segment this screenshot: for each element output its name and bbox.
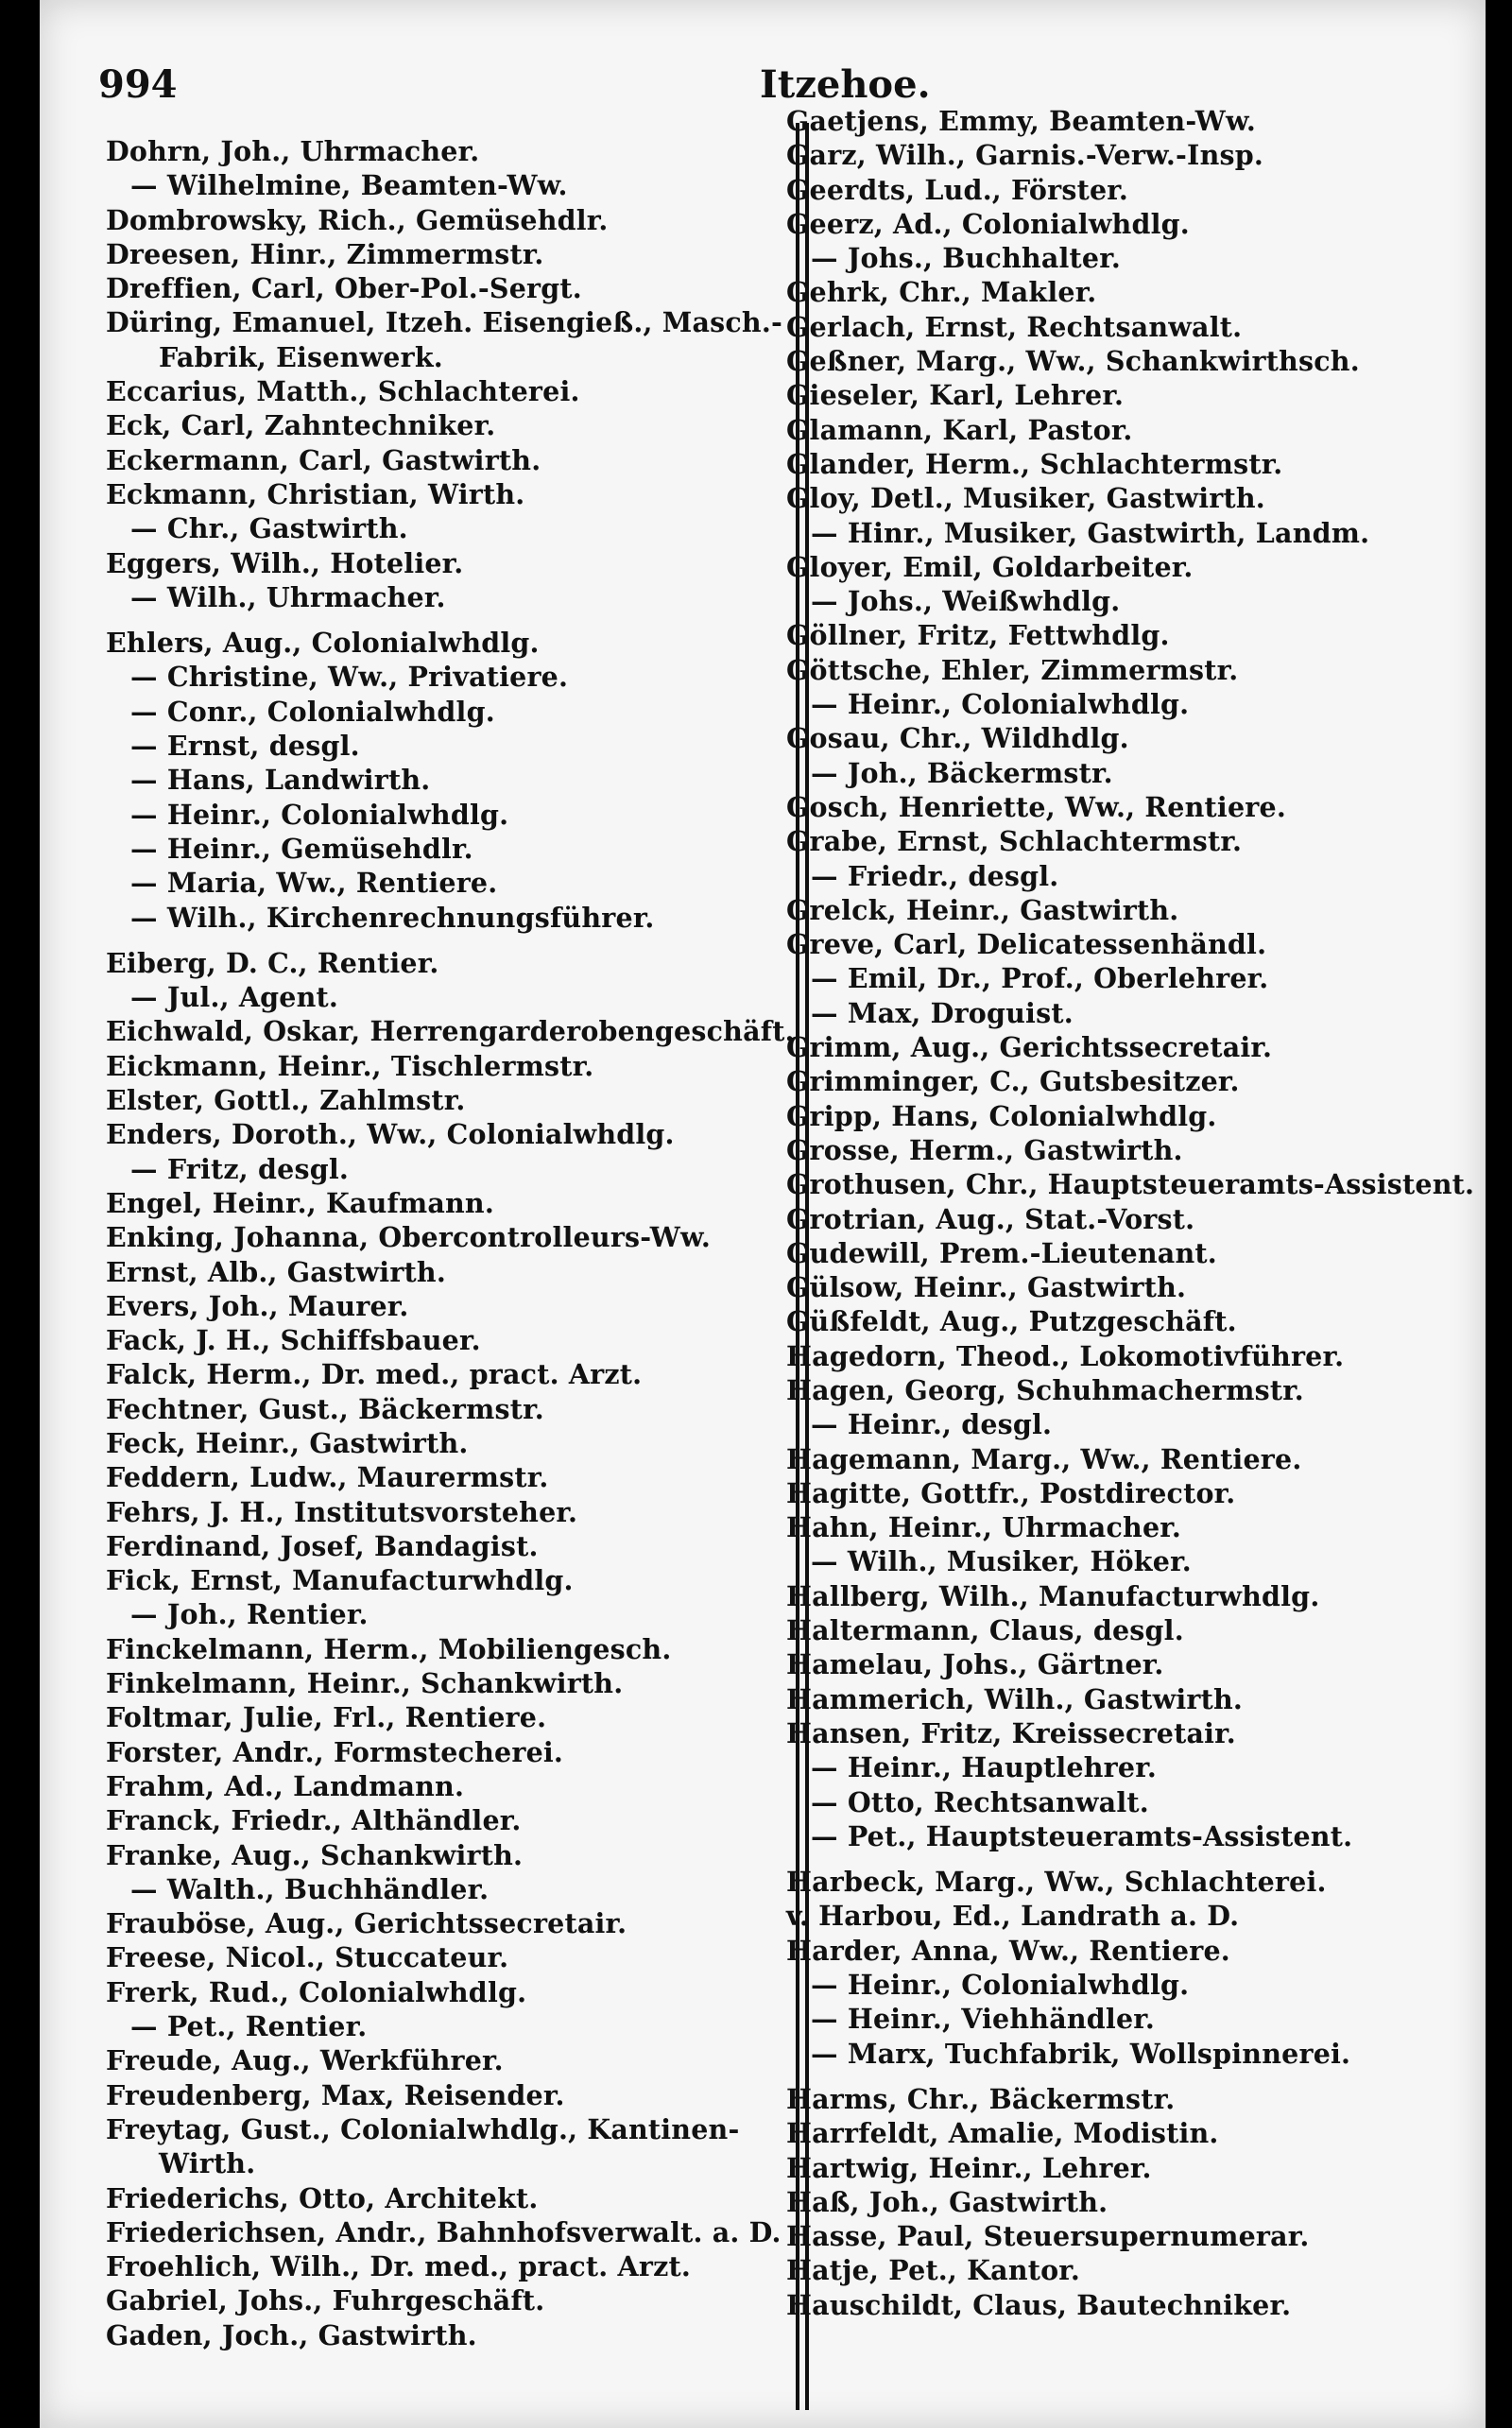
directory-entry: — Heinr., Colonialwhdlg. <box>811 1969 1190 2002</box>
directory-entry: Grimminger, C., Gutsbesitzer. <box>786 1065 1240 1098</box>
directory-entry: Gieseler, Karl, Lehrer. <box>786 379 1125 412</box>
directory-entry: — Heinr., Colonialwhdlg. <box>130 798 509 831</box>
directory-entry: Dreffien, Carl, Ober-Pol.-Sergt. <box>106 272 582 305</box>
directory-entry: Fechtner, Gust., Bäckermstr. <box>106 1392 544 1425</box>
directory-entry: — Wilh., Kirchenrechnungsführer. <box>130 901 655 934</box>
directory-entry: Geerdts, Lud., Förster. <box>786 173 1129 206</box>
directory-entry: Finckelmann, Herm., Mobiliengesch. <box>106 1632 672 1665</box>
directory-entry: Gehrk, Chr., Makler. <box>786 276 1097 309</box>
directory-entry: Freytag, Gust., Colonialwhdlg., Kantinen- <box>106 2112 740 2145</box>
directory-entry: — Johs., Weißwhdlg. <box>811 585 1121 618</box>
directory-entry: v. Harbou, Ed., Landrath a. D. <box>786 1900 1240 1933</box>
directory-entry: Harbeck, Marg., Ww., Schlachterei. <box>786 1866 1327 1899</box>
directory-entry: Glamann, Karl, Pastor. <box>786 413 1133 446</box>
directory-entry: Elster, Gottl., Zahlmstr. <box>106 1084 466 1117</box>
directory-entry: Franke, Aug., Schankwirth. <box>106 1838 524 1871</box>
directory-entry: Forster, Andr., Formstecherei. <box>106 1735 564 1768</box>
directory-entry: — Otto, Rechtsanwalt. <box>811 1785 1149 1818</box>
directory-entry: Dombrowsky, Rich., Gemüsehdlr. <box>106 203 609 236</box>
directory-entry: — Emil, Dr., Prof., Oberlehrer. <box>811 962 1269 995</box>
directory-entry: Gabriel, Johs., Fuhrgeschäft. <box>106 2284 545 2317</box>
directory-entry: Ernst, Alb., Gastwirth. <box>106 1255 446 1288</box>
directory-entry: Ehlers, Aug., Colonialwhdlg. <box>106 627 540 660</box>
directory-entry: Hauschildt, Claus, Bautechniker. <box>786 2288 1292 2321</box>
directory-entry: Grosse, Herm., Gastwirth. <box>786 1133 1183 1166</box>
directory-entry: Enking, Johanna, Obercontrolleurs-Ww. <box>106 1221 711 1254</box>
directory-entry: — Maria, Ww., Rentiere. <box>130 867 498 900</box>
directory-entry: Hagemann, Marg., Ww., Rentiere. <box>786 1442 1302 1475</box>
directory-entry: — Walth., Buchhändler. <box>130 1872 490 1905</box>
directory-entry: Eckermann, Carl, Gastwirth. <box>106 443 541 476</box>
directory-entry: — Conr., Colonialwhdlg. <box>130 695 495 728</box>
directory-entry: Glander, Herm., Schlachtermstr. <box>786 447 1283 480</box>
directory-entry: Düring, Emanuel, Itzeh. Eisengieß., Masch.- <box>106 306 782 339</box>
directory-entry: Grelck, Heinr., Gastwirth. <box>786 893 1179 926</box>
directory-entry: Haß, Joh., Gastwirth. <box>786 2185 1108 2218</box>
directory-entry: — Wilhelmine, Beamten-Ww. <box>130 169 568 202</box>
directory-entry: — Heinr., Viehhändler. <box>811 2003 1156 2036</box>
directory-entry-continuation: Wirth. <box>159 2147 256 2180</box>
directory-entry: Fehrs, J. H., Institutsvorsteher. <box>106 1495 578 1528</box>
directory-entry: Friederichs, Otto, Architekt. <box>106 2181 539 2214</box>
directory-entry: Grimm, Aug., Gerichtssecretair. <box>786 1031 1273 1064</box>
directory-entry: Freudenberg, Max, Reisender. <box>106 2078 565 2111</box>
directory-entry: Foltmar, Julie, Frl., Rentiere. <box>106 1701 547 1734</box>
directory-entry: — Marx, Tuchfabrik, Wollspinnerei. <box>811 2037 1351 2070</box>
directory-entry: Finkelmann, Heinr., Schankwirth. <box>106 1667 624 1700</box>
directory-entry: Hallberg, Wilh., Manufacturwhdlg. <box>786 1579 1320 1612</box>
directory-entry: Eickmann, Heinr., Tischlermstr. <box>106 1049 594 1082</box>
directory-entry: Güßfeldt, Aug., Putzgeschäft. <box>786 1305 1237 1338</box>
directory-entry: Frahm, Ad., Landmann. <box>106 1769 465 1802</box>
directory-entry: — Chr., Gastwirth. <box>130 512 408 545</box>
directory-entry: Evers, Joh., Maurer. <box>106 1289 409 1322</box>
directory-entry: Hasse, Paul, Steuersupernumerar. <box>786 2220 1310 2253</box>
right-column <box>786 104 1486 2322</box>
directory-entry: Frauböse, Aug., Gerichtssecretair. <box>106 1907 627 1940</box>
directory-entry: Engel, Heinr., Kaufmann. <box>106 1186 494 1219</box>
directory-entry-continuation: Fabrik, Eisenwerk. <box>159 340 443 373</box>
directory-entry: — Friedr., desgl. <box>811 859 1059 892</box>
directory-entry: Feddern, Ludw., Maurermstr. <box>106 1461 549 1494</box>
directory-entry: Gosau, Chr., Wildhdlg. <box>786 722 1129 755</box>
directory-entry: Eccarius, Matth., Schlachterei. <box>106 375 580 408</box>
directory-entry: Gaden, Joch., Gastwirth. <box>106 2318 477 2351</box>
directory-entry: — Joh., Bäckermstr. <box>811 756 1113 789</box>
directory-entry: — Heinr., Colonialwhdlg. <box>811 688 1190 721</box>
directory-entry: Eichwald, Oskar, Herrengarderobengeschäft. <box>106 1015 795 1048</box>
directory-entry: Hagitte, Gottfr., Postdirector. <box>786 1476 1236 1509</box>
directory-entry: Franck, Friedr., Althändler. <box>106 1804 522 1837</box>
directory-entry: — Pet., Hauptsteueramts-Assistent. <box>811 1819 1353 1852</box>
directory-entry: — Jul., Agent. <box>130 981 339 1014</box>
directory-entry: Gaetjens, Emmy, Beamten-Ww. <box>786 105 1256 137</box>
directory-entry: Geerz, Ad., Colonialwhdlg. <box>786 207 1190 240</box>
directory-entry: Gosch, Henriette, Ww., Rentiere. <box>786 790 1286 823</box>
directory-entry: Friederichsen, Andr., Bahnhofsverwalt. a. D. <box>106 2215 782 2248</box>
directory-entry: Gloy, Detl., Musiker, Gastwirth. <box>786 482 1265 515</box>
directory-entry: — Hinr., Musiker, Gastwirth, Landm. <box>811 516 1370 549</box>
directory-page <box>40 0 1486 2428</box>
directory-entry: Gerlach, Ernst, Rechtsanwalt. <box>786 310 1243 343</box>
directory-entry: Dreesen, Hinr., Zimmermstr. <box>106 237 544 270</box>
directory-entry: — Wilh., Uhrmacher. <box>130 580 446 613</box>
directory-entry: Feck, Heinr., Gastwirth. <box>106 1426 469 1459</box>
directory-entry: Grotrian, Aug., Stat.-Vorst. <box>786 1202 1195 1235</box>
directory-entry: Fick, Ernst, Manufacturwhdlg. <box>106 1564 574 1597</box>
directory-entry: Eggers, Wilh., Hotelier. <box>106 546 464 579</box>
directory-entry: Haltermann, Claus, desgl. <box>786 1614 1184 1647</box>
directory-entry: Freude, Aug., Werkführer. <box>106 2044 504 2077</box>
directory-entry: Greve, Carl, Delicatessenhändl. <box>786 928 1267 961</box>
directory-entry: Hamelau, Johs., Gärtner. <box>786 1648 1164 1681</box>
directory-entry: Gripp, Hans, Colonialwhdlg. <box>786 1099 1217 1132</box>
directory-entry: — Pet., Rentier. <box>130 2010 368 2043</box>
directory-entry: Ferdinand, Josef, Bandagist. <box>106 1529 539 1562</box>
directory-entry: Hagen, Georg, Schuhmachermstr. <box>786 1373 1304 1406</box>
directory-entry: Hatje, Pet., Kantor. <box>786 2254 1081 2287</box>
directory-entry: Hahn, Heinr., Uhrmacher. <box>786 1511 1181 1544</box>
directory-entry: Eckmann, Christian, Wirth. <box>106 477 525 510</box>
directory-entry: — Joh., Rentier. <box>130 1598 369 1631</box>
directory-entry: — Heinr., desgl. <box>811 1408 1053 1441</box>
directory-entry: Gudewill, Prem.-Lieutenant. <box>786 1236 1217 1269</box>
directory-entry: Göllner, Fritz, Fettwhdlg. <box>786 619 1170 652</box>
directory-entry: Harrfeldt, Amalie, Modistin. <box>786 2117 1219 2150</box>
directory-entry: Geßner, Marg., Ww., Schankwirthsch. <box>786 345 1360 378</box>
directory-entry: Harms, Chr., Bäckermstr. <box>786 2082 1176 2115</box>
directory-entry: Harder, Anna, Ww., Rentiere. <box>786 1934 1230 1967</box>
directory-entry: — Ernst, desgl. <box>130 730 360 763</box>
directory-entry: — Wilh., Musiker, Höker. <box>811 1545 1192 1578</box>
directory-entry: Gloyer, Emil, Goldarbeiter. <box>786 550 1194 583</box>
directory-entry: Eiberg, D. C., Rentier. <box>106 946 439 979</box>
directory-entry: Göttsche, Ehler, Zimmermstr. <box>786 653 1239 686</box>
directory-entry: Falck, Herm., Dr. med., pract. Arzt. <box>106 1358 643 1391</box>
directory-entry: — Heinr., Hauptlehrer. <box>811 1751 1157 1784</box>
page-number: 994 <box>98 62 178 107</box>
directory-entry: Garz, Wilh., Garnis.-Verw.-Insp. <box>786 139 1263 172</box>
directory-entry: Hagedorn, Theod., Lokomotivführer. <box>786 1339 1345 1372</box>
directory-entry: Froehlich, Wilh., Dr. med., pract. Arzt. <box>106 2250 691 2283</box>
directory-entry: Freese, Nicol., Stuccateur. <box>106 1941 509 1974</box>
directory-entry: — Hans, Landwirth. <box>130 764 431 797</box>
left-column <box>106 134 805 2352</box>
running-head-place: Itzehoe. <box>760 62 931 107</box>
directory-entry: Grothusen, Chr., Hauptsteueramts-Assistent. <box>786 1168 1475 1201</box>
directory-entry: Gülsow, Heinr., Gastwirth. <box>786 1271 1187 1304</box>
directory-entry: Hansen, Fritz, Kreissecretair. <box>786 1716 1236 1749</box>
directory-entry: Fack, J. H., Schiffsbauer. <box>106 1324 481 1357</box>
directory-entry: Hartwig, Heinr., Lehrer. <box>786 2151 1152 2184</box>
directory-entry: Frerk, Rud., Colonialwhdlg. <box>106 1975 527 2008</box>
directory-entry: — Max, Droguist. <box>811 996 1074 1029</box>
directory-entry: Eck, Carl, Zahntechniker. <box>106 409 496 442</box>
directory-entry: Enders, Doroth., Ww., Colonialwhdlg. <box>106 1118 675 1151</box>
directory-entry: — Fritz, desgl. <box>130 1152 349 1185</box>
directory-entry: — Christine, Ww., Privatiere. <box>130 661 569 694</box>
directory-entry: Dohrn, Joh., Uhrmacher. <box>106 135 480 167</box>
directory-entry: Hammerich, Wilh., Gastwirth. <box>786 1682 1244 1715</box>
directory-entry: — Johs., Buchhalter. <box>811 242 1121 275</box>
directory-entry: — Heinr., Gemüsehdlr. <box>130 832 473 865</box>
directory-entry: Grabe, Ernst, Schlachtermstr. <box>786 825 1243 858</box>
